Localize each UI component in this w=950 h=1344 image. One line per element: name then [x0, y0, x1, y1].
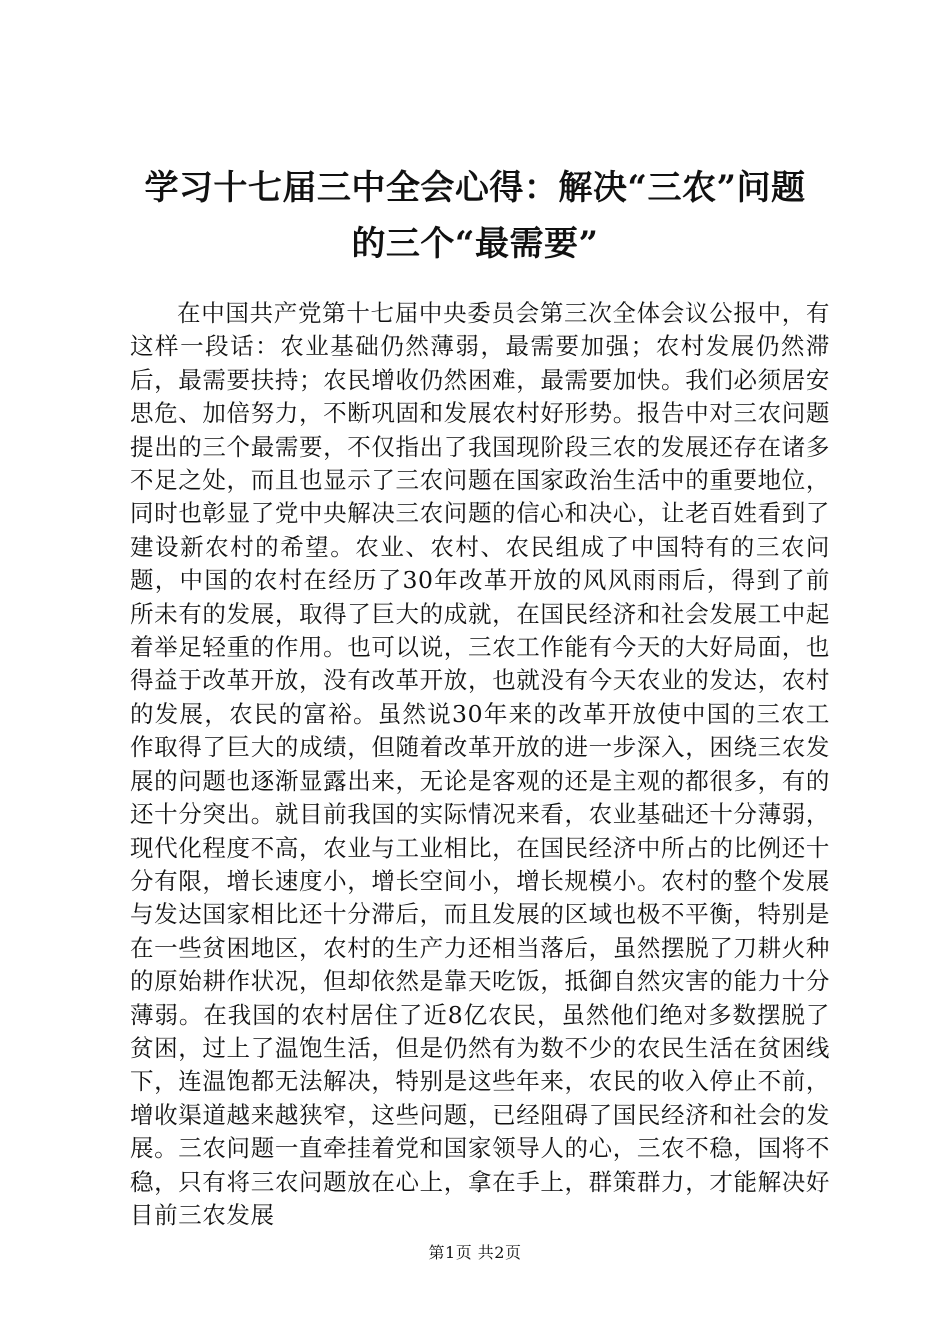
title-line-1: 学习十七届三中全会心得：解决“三农”问题 [144, 168, 806, 208]
page-footer: 第1页 共2页 [428, 1243, 522, 1262]
document-title [100, 160, 850, 272]
body-paragraph: 在中国共产党第十七届中央委员会第三次全体会议公报中，有这样一段话：农业基础仍然薄弱，最需要加强；农村发展仍然滞后，最需要扶持；农民增收仍然困难，最需要加快。我们必须居安思危、加倍努力，不断巩固和发展农村好形势。报告中对三农问题提出的三个最需要，不仅指出了我国现阶段三农的发展还存在诸多不足之处，而且也显示了三农问题在国家政治生活中的重要地位，同时也彰显了党中央解决三农问题的信心和决心，让老百姓看到了建设新农村的希望。农业、农村、农民组成了中国特有的三农问题，中国的农村在经历了30年改革开放的风风雨雨后，得到了前所未有的发展，取得了巨大的成就，在国民经济和社会发展工中起着举足轻重的作用。也可以说，三农工作能有今天的大好局面，也得益于改革开放，没有改革开放，也就没有今天农业的发达，农村的发展，农民的富裕。虽然说30年来的改革开放使中国的三农工作取得了巨大的成绩，但随着改革开放的进一步深入，困绕三农发展的问题也逐渐显露出来，无论是客观的还是主观的都很多，有的还十分突出。就目前我国的实际情况来看，农业基础还十分薄弱，现代化程度不高，农业与工业相比，在国民经济中所占的比例还十分有限，增长速度小，增长空间小，增长规模小。农村的整个发展与发达国家相比还十分滞后，而且发展的区域也极不平衡，特别是在一些贫困地区，农村的生产力还相当落后，虽然摆脱了刀耕火种的原始耕作状况，但却依然是靠天吃饭，抵御自然灾害的能力十分薄弱。在我国的农村居住了近8亿农民，虽然他们绝对多数摆脱了贫困，过上了温饱生活，但是仍然有为数不少的农民生活在贫困线下，连温饱都无法解决，特别是这些年来，农民的收入停止不前，增收渠道越来越狭窄，这些问题，已经阻碍了国民经济和社会的发展。三农问题一直牵挂着党和国家领导人的心，三农不稳，国将不稳，只有将三农问题放在心上，拿在手上，群策群力，才能解决好目前三农发展 [130, 299, 830, 1229]
title-line-2: 的三个“最需要” [351, 224, 599, 264]
